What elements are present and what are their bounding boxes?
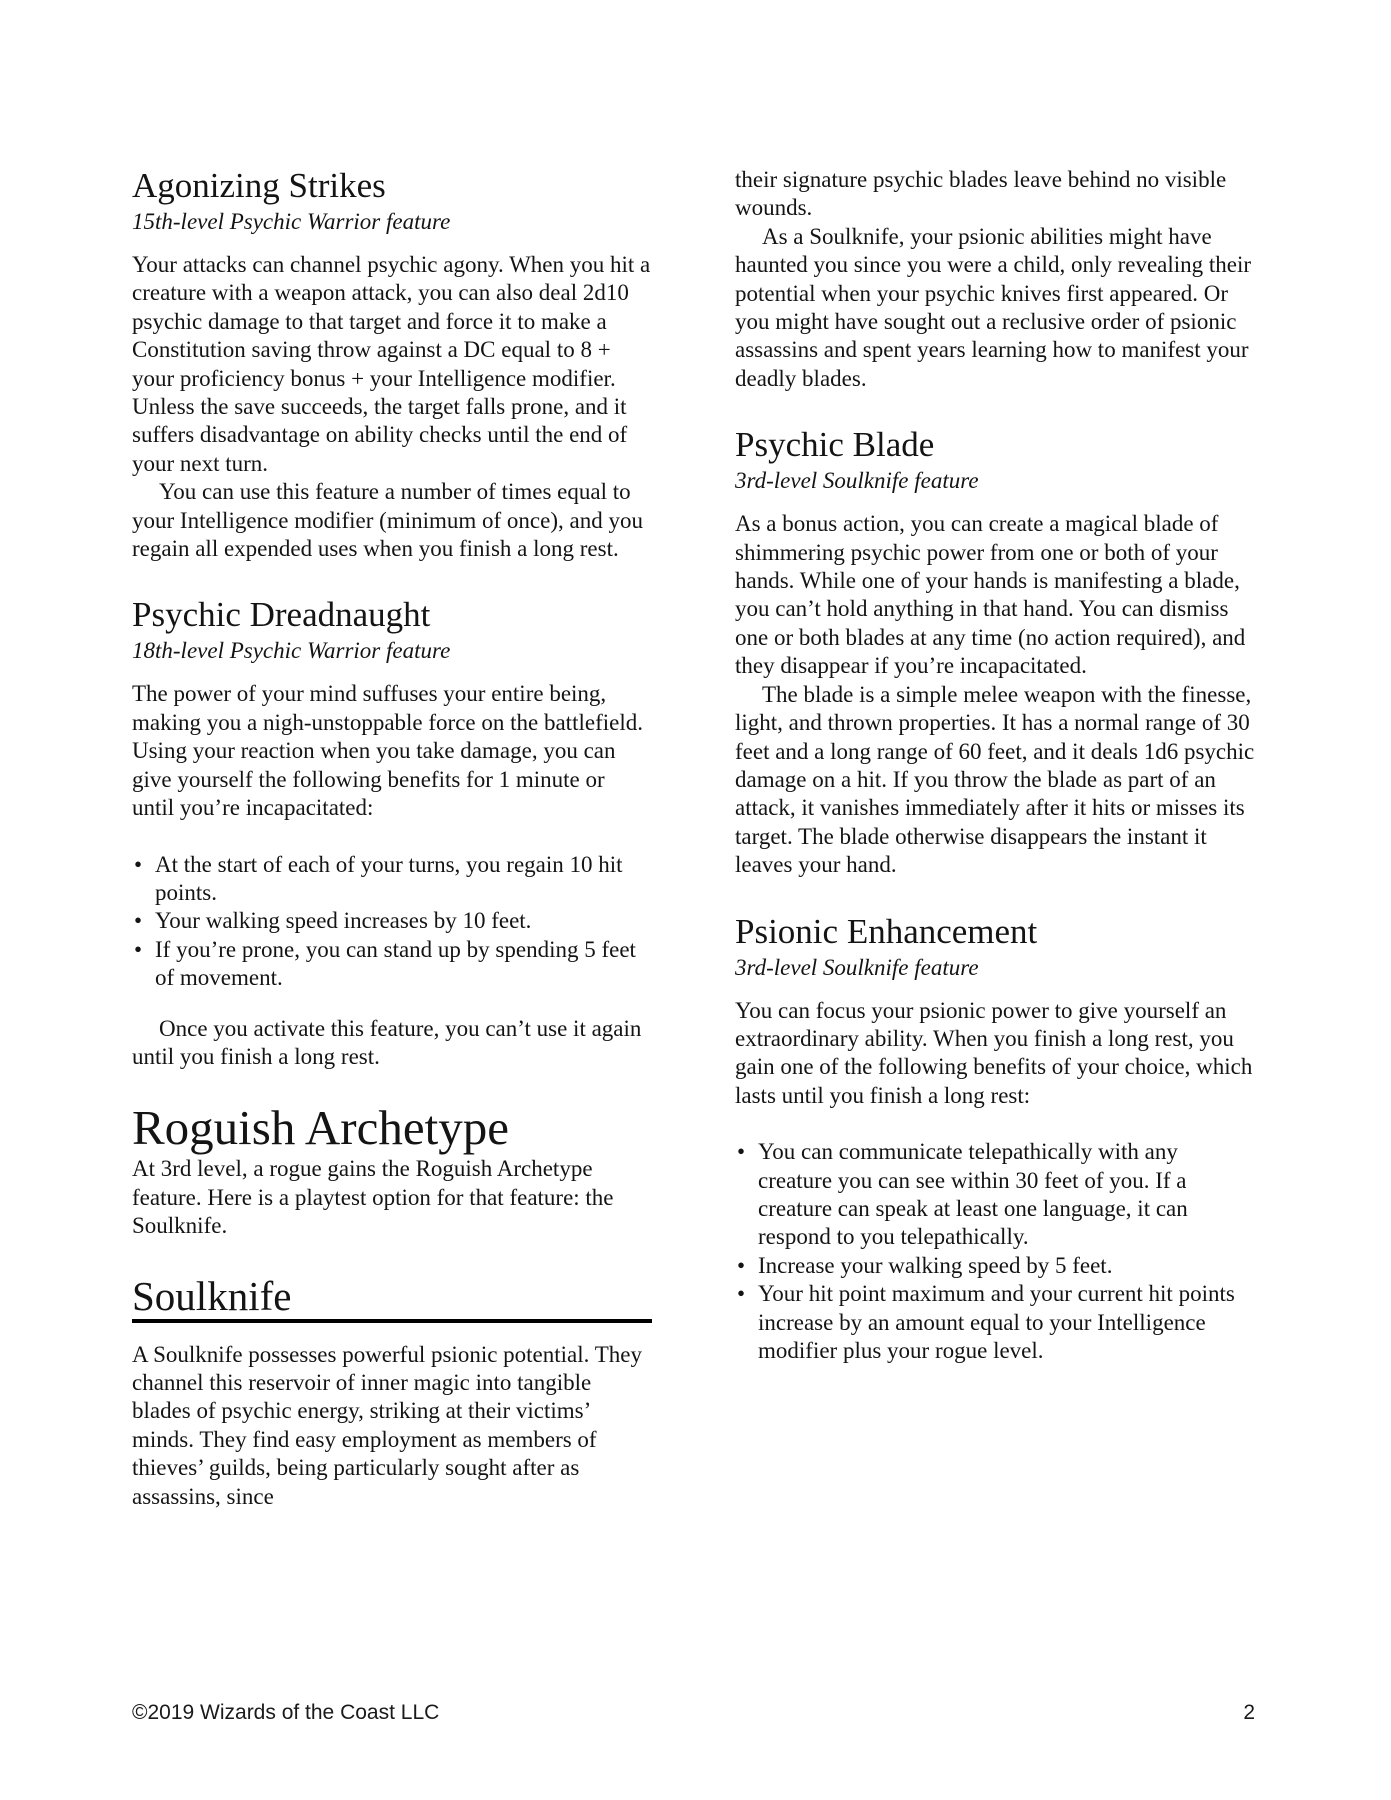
right-column (735, 166, 1255, 1387)
subchapter-heading: Soulknife (132, 1273, 652, 1323)
feature-heading: Agonizing Strikes (132, 166, 386, 205)
section-psychic-dreadnaught (132, 595, 652, 1071)
paragraph: As a Soulknife, your psionic abilities might have haunted you since you were a child, only revealing their potential when your psychic knives first appeared. Or you might have sought out a reclusive order of psionic assassins and spent years learning how to manifest your deadly blades. (735, 223, 1252, 391)
left-column (132, 166, 652, 1511)
paragraph: You can use this feature a number of times equal to your Intelligence modifier (minimum of once), and you regain all expended uses when you finish a long rest. (132, 479, 643, 562)
paragraph: At 3rd level, a rogue gains the Roguish Archetype feature. Here is a playtest option for that feature: the Soulknife. (132, 1156, 614, 1239)
paragraph: A Soulknife possesses powerful psionic potential. They channel this reservoir of inner magic into tangible blades of psychic energy, striking at their victims’ minds. They find easy employment as members of thieves’ guilds, being particularly sought after as assassins, since (132, 1341, 642, 1509)
section-soulknife (132, 1273, 652, 1511)
copyright-text: ©2019 Wizards of the Coast LLC (132, 1701, 440, 1724)
list-item: • Your walking speed increases by 10 feet. (155, 907, 652, 935)
feature-heading: Psychic Dreadnaught (132, 595, 431, 635)
page-number: 2 (1243, 1701, 1255, 1724)
section-psionic-enhancement (735, 912, 1255, 1366)
list-item: • If you’re prone, you can stand up by spending 5 feet of movement. (155, 936, 652, 993)
paragraph: As a bonus action, you can create a magical blade of shimmering psychic power from one or both of your hands. While one of your hands is manifesting a blade, you can’t hold anything in that hand. You can dismiss one or both blades at any time (no action required), and they disappear if you’re incapacitated. (735, 511, 1246, 679)
feature-subtitle: 3rd-level Soulknife feature (735, 468, 979, 494)
paragraph: The power of your mind suffuses your entire being, making you a nigh-unstoppable force on the battlefield. Using your reaction when you take damage, you can give yourself the following benefits for 1 minute or until you’re incapacitated: (132, 681, 643, 821)
list-item: • You can communicate telepathically with any creature you can see within 30 feet of you. If a creature can speak at least one language, it can respond to you telepathically. (758, 1138, 1255, 1252)
page-footer (132, 1700, 1255, 1726)
feature-subtitle: 18th-level Psychic Warrior feature (132, 638, 451, 664)
paragraph: You can focus your psionic power to give yourself an extraordinary ability. When you finish a long rest, you gain one of the following benefits of your choice, which lasts until you finish a long rest: (735, 997, 1253, 1108)
paragraph: Once you activate this feature, you can’t use it again until you finish a long rest. (132, 1015, 642, 1069)
paragraph: Your attacks can channel psychic agony. When you hit a creature with a weapon attack, you can also deal 2d10 psychic damage to that target and force it to make a Constitution saving throw against a DC equal to 8 + your proficiency bonus + your Intelligence modifier. Unless the save succeeds, the target falls prone, and it suffers disadvantage on ability checks until the end of your next turn. (132, 252, 651, 476)
list-item: • Increase your walking speed by 5 feet. (758, 1252, 1255, 1280)
paragraph: their signature psychic blades leave behind no visible wounds. (735, 167, 1227, 221)
section-soulknife-continued (735, 166, 1255, 393)
paragraph: The blade is a simple melee weapon with the finesse, light, and thrown properties. It has a normal range of 30 feet and a long range of 60 feet, and it deals 1d6 psychic damage on a hit. If you throw the blade as part of an attack, it vanishes immediately after it hits or misses its target. The blade otherwise disappears the instant it leaves your hand. (735, 681, 1255, 878)
feature-subtitle: 3rd-level Soulknife feature (735, 954, 979, 980)
section-agonizing-strikes (132, 166, 652, 563)
section-roguish-archetype (132, 1101, 652, 1240)
feature-heading: Psychic Blade (735, 425, 935, 465)
bullet-list (735, 1138, 1255, 1365)
feature-heading: Psionic Enhancement (735, 911, 1038, 951)
chapter-heading: Roguish Archetype (132, 1100, 509, 1156)
bullet-list (132, 851, 652, 993)
list-item: • At the start of each of your turns, you regain 10 hit points. (155, 851, 652, 908)
list-item: • Your hit point maximum and your current hit points increase by an amount equal to your Intelligence modifier plus your rogue level. (758, 1280, 1255, 1365)
feature-subtitle: 15th-level Psychic Warrior feature (132, 209, 451, 234)
section-psychic-blade (735, 425, 1255, 879)
